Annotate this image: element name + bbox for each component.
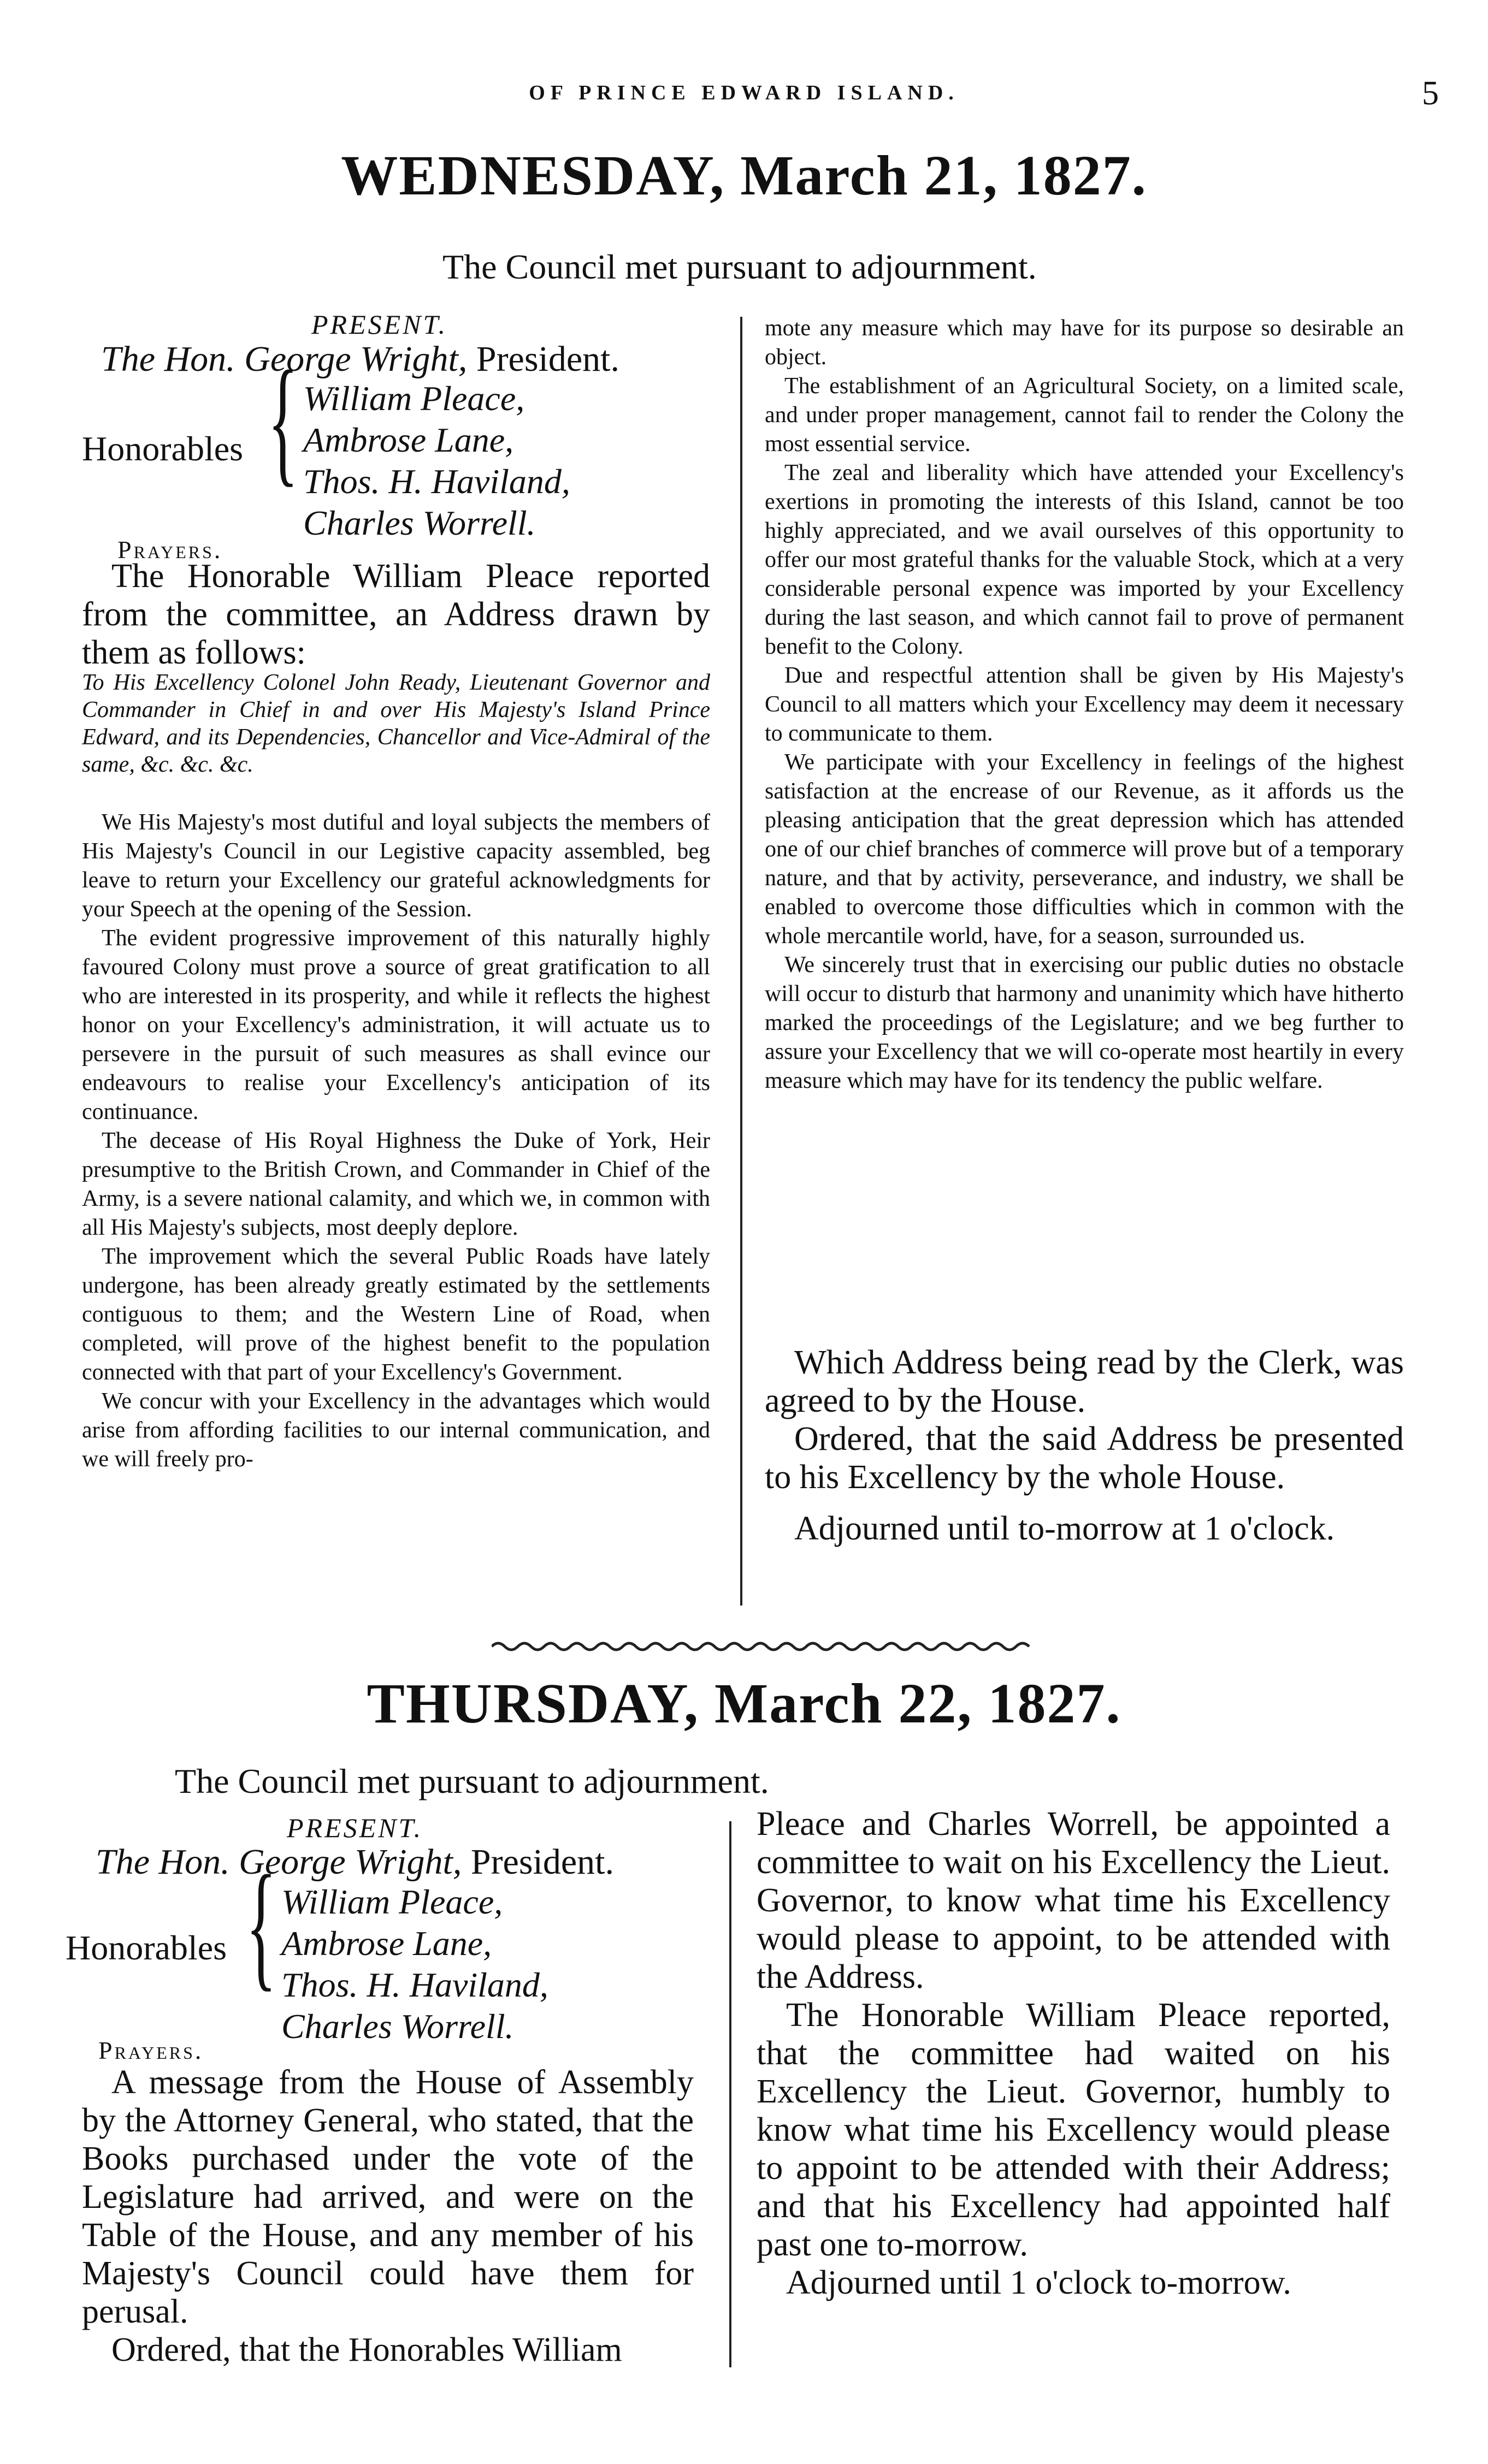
- thursday-member: Thos. H. Haviland,: [281, 1965, 548, 2004]
- wednesday-president-name: George Wright,: [244, 339, 468, 379]
- thursday-prayers: Prayers.: [98, 2036, 204, 2064]
- wednesday-honorables-label: Honorables: [82, 429, 244, 468]
- thursday-president-prefix: The Hon.: [96, 1842, 230, 1882]
- wednesday-present-label: PRESENT.: [311, 309, 448, 340]
- thursday-right-paragraph: The Honorable William Pleace reported, that the committee had waited on his Excellency the Lieut. Governor, humbly to know what time his Excellency would please to appoint to be attended with their Address; and that his Excellency had appointed half past one to-morrow.: [757, 1997, 1390, 2263]
- thursday-adjourned: Adjourned until 1 o'clock to-morrow.: [786, 2264, 1291, 2301]
- wednesday-adjourned: Adjourned until to-morrow at 1 o'clock.: [794, 1510, 1335, 1547]
- wednesday-left-paragraph: The evident progressive improvement of this naturally highly favoured Colony must prove a source of great gratification to all who are interested in its prosperity, and while it reflects the highest honor on your Excellency's administration, it will actuate us to persevere in the pursuit of such measures as shall evince our endeavours to realise your Excellency's anticipation of its continuance.: [82, 926, 710, 1124]
- wednesday-left-paragraph: We His Majesty's most dutiful and loyal subjects the members of His Majesty's Council in our Legistive capacity assembled, beg leave to return your Excellency our grateful acknowledgments for your Speech at the opening of the Session.: [82, 810, 710, 922]
- wednesday-met: The Council met pursuant to adjournment.: [442, 247, 1037, 286]
- section-divider: [492, 1638, 1038, 1655]
- wednesday-right-big-paragraph: Which Address being read by the Clerk, was agreed to by the House.: [765, 1344, 1404, 1419]
- thursday-present-label: PRESENT.: [287, 1813, 423, 1843]
- wednesday-brace: {: [268, 342, 299, 499]
- wednesday-president-title: President.: [476, 339, 619, 379]
- wednesday-president-prefix: The Hon.: [101, 339, 235, 379]
- wednesday-member: Charles Worrell.: [303, 504, 536, 542]
- wednesday-member: Thos. H. Haviland,: [303, 462, 570, 501]
- thursday-left-paragraph: A message from the House of Assembly by the Attorney General, who stated, that the Books purchased under the vote of the Legislature had arrived, and were on the Table of the House, and any member of his Majesty's Council could have them for perusal.: [82, 2064, 694, 2330]
- thursday-member: William Pleace,: [281, 1882, 503, 1921]
- wednesday-addressee: To His Excellency Colonel John Ready, Lieutenant Governor and Commander in Chief in and over His Majesty's Island Prince Edward, and its Dependencies, Chancellor and Vice-Admiral of the same, &c. &c. &c.: [82, 670, 710, 777]
- wednesday-left-paragraph: The improvement which the several Public Roads have lately undergone, has been already greatly estimated by the settlements contiguous to them; and the Western Line of Road, when completed, will prove of the highest benefit to the population connected with that part of your Excellency's Government.: [82, 1244, 710, 1385]
- wednesday-president-line: [101, 339, 619, 380]
- wednesday-prayers: Prayers.: [117, 536, 223, 564]
- wednesday-right-paragraph: We sincerely trust that in exercising our public duties no obstacle will occur to disturb that harmony and unanimity which have hitherto marked the proceedings of the Legislature; and we beg further to assure your Excellency that we will co-operate most heartily in every measure which may have for its tendency the public welfare.: [765, 952, 1404, 1093]
- thursday-president-title: President.: [470, 1842, 614, 1882]
- thursday-member: Ambrose Lane,: [281, 1924, 492, 1963]
- wednesday-column-rule: [740, 317, 742, 1606]
- thursday-left-column: [82, 2063, 694, 2369]
- thursday-title: THURSDAY, March 22, 1827.: [367, 1672, 1121, 1735]
- page-number: 5: [1422, 75, 1439, 112]
- wednesday-left-paragraph: The decease of His Royal Highness the Duke of York, Heir presumptive to the British Crown, and Commander in Chief of the Army, is a severe national calamity, and which we, in common with all His Majesty's subjects, most deeply deplore.: [82, 1128, 710, 1240]
- thursday-member-list: [281, 1881, 548, 2047]
- wednesday-report-intro: [82, 557, 710, 672]
- wednesday-right-paragraph: Due and respectful attention shall be given by His Majesty's Council to all matters which your Excellency may deem it necessary to communicate to them.: [765, 663, 1404, 746]
- thursday-president-line: [96, 1841, 614, 1883]
- thursday-member: Charles Worrell.: [281, 2007, 514, 2046]
- thursday-column-rule: [729, 1821, 731, 2367]
- wednesday-right-paragraph: The establishment of an Agricultural Society, on a limited scale, and under proper management, cannot fail to render the Colony the most essential service.: [765, 374, 1404, 457]
- thursday-president-name: George Wright,: [239, 1842, 462, 1882]
- wednesday-left-column: [82, 808, 710, 1474]
- running-head-title: OF PRINCE EDWARD ISLAND.: [529, 81, 959, 104]
- wednesday-left-paragraph: We concur with your Excellency in the advantages which would arise from affording facilities to our internal communication, and we will freely pro-: [82, 1389, 710, 1472]
- thursday-right-paragraph: Pleace and Charles Worrell, be appointed a committee to wait on his Excellency the Lieut. Governor, to know what time his Excellency would please to appoint, to be attended with the Address.: [757, 1805, 1390, 1995]
- thursday-met: The Council met pursuant to adjournment.: [175, 1762, 769, 1800]
- wednesday-title: WEDNESDAY, March 21, 1827.: [341, 144, 1147, 207]
- thursday-right-column: [757, 1805, 1390, 2302]
- running-head: [0, 75, 1488, 125]
- wednesday-right-big: [765, 1343, 1404, 1548]
- thursday-honorables-label: Honorables: [66, 1928, 227, 1967]
- wednesday-right-paragraph: mote any measure which may have for its purpose so desirable an object.: [765, 316, 1404, 370]
- wednesday-right-paragraph: We participate with your Excellency in feelings of the highest satisfaction at the encrease of our Revenue, as it affords us the pleasing anticipation that the great depression which has attended one of our chief branches of commerce will prove but of a temporary nature, and that by activity, perseverance, and industry, we shall be enabled to overcome those difficulties which in common with the whole mercantile world, have, for a season, surrounded us.: [765, 750, 1404, 949]
- wednesday-right-big-paragraph: Ordered, that the said Address be presented to his Excellency by the whole House.: [765, 1420, 1404, 1496]
- wednesday-right-paragraph: The zeal and liberality which have attended your Excellency's exertions in promoting the interests of this Island, cannot be too highly appreciated, and we avail ourselves of this opportunity to offer our most grateful thanks for the valuable Stock, which at a very considerable personal expence was imported by your Excellency during the last season, and which cannot fail to prove of permanent benefit to the Colony.: [765, 460, 1404, 659]
- thursday-brace: {: [246, 1846, 277, 2004]
- wednesday-member: Ambrose Lane,: [303, 420, 514, 459]
- thursday-left-paragraph: Ordered, that the Honorables William: [111, 2331, 622, 2368]
- wednesday-report-intro-text: The Honorable William Pleace reported from the committee, an Address drawn by them as follows:: [82, 558, 710, 671]
- wednesday-right-column: [765, 314, 1404, 1095]
- wednesday-member-list: [303, 378, 570, 544]
- wednesday-member: William Pleace,: [303, 379, 525, 418]
